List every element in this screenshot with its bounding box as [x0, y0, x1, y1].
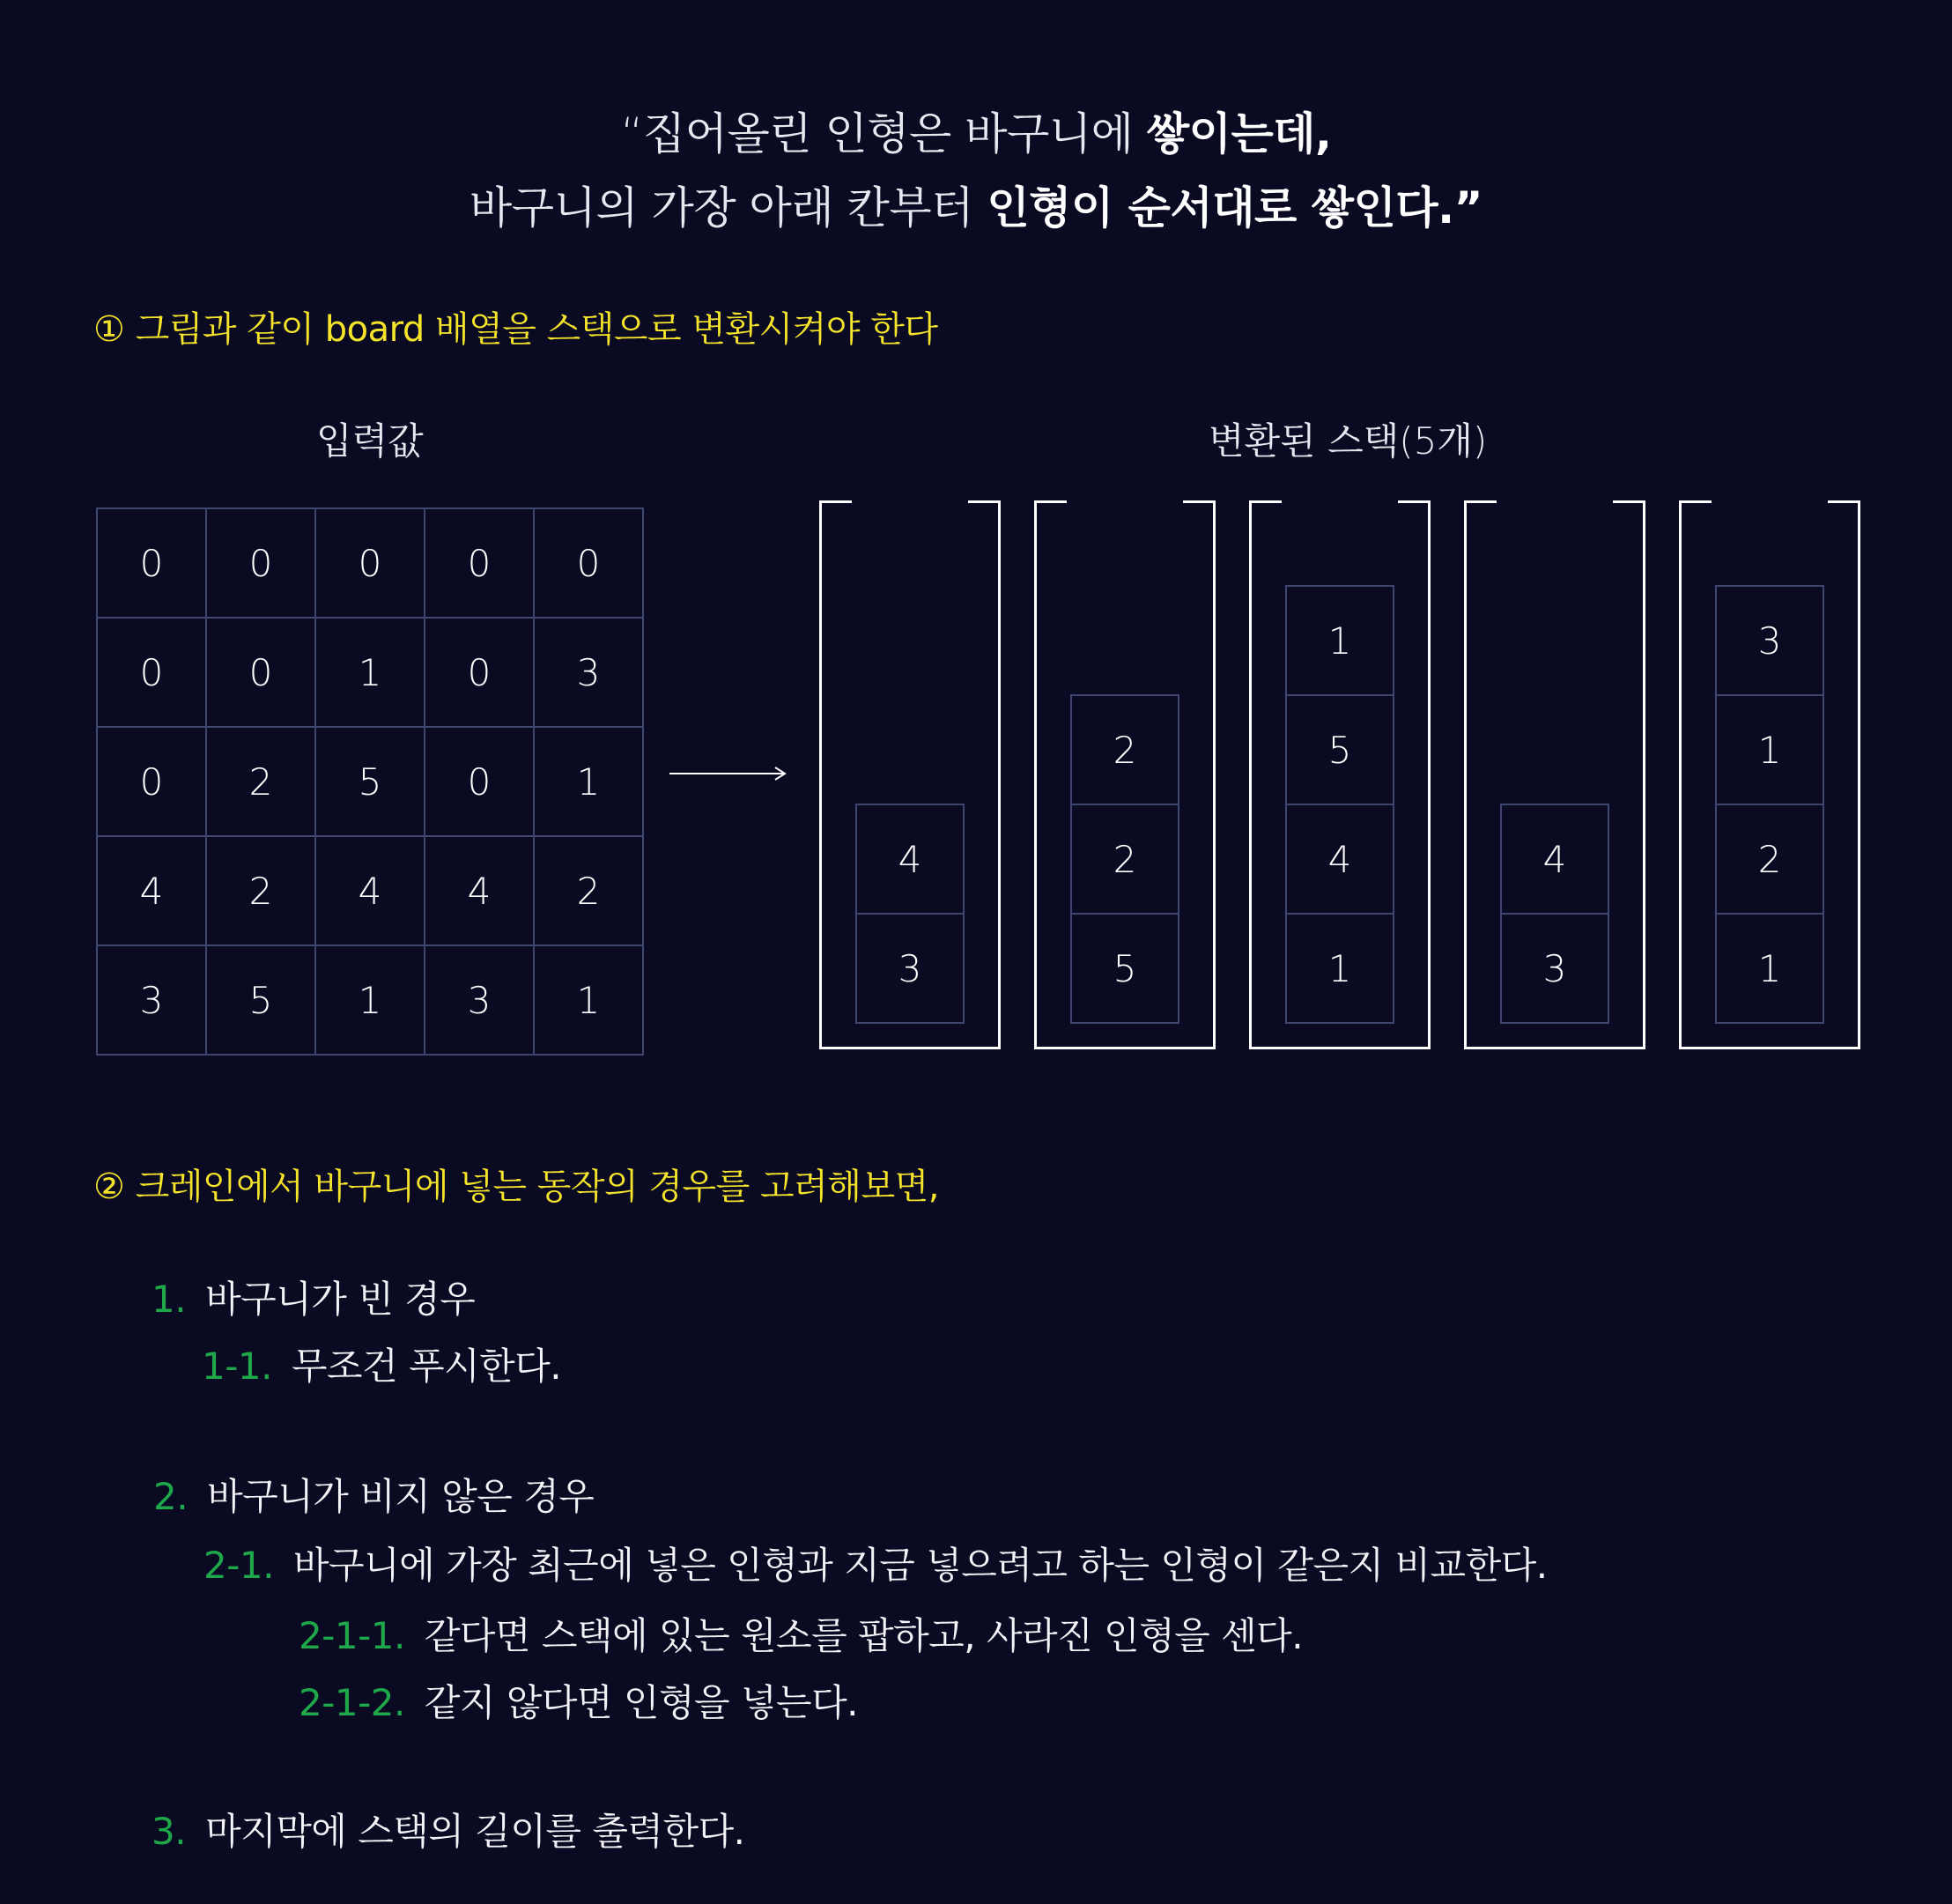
- step-number: 2-1-1.: [299, 1614, 405, 1657]
- board-cell: 2: [207, 837, 316, 946]
- stack-item: 5: [1285, 694, 1394, 805]
- stack-item: 5: [1070, 913, 1179, 1024]
- stack-item: 1: [1715, 694, 1824, 805]
- stack-rim-left: [1682, 500, 1712, 503]
- stack-item: 1: [1715, 913, 1824, 1024]
- board-cell: 4: [316, 837, 425, 946]
- stack-item: 3: [855, 913, 965, 1024]
- stack-3: [1249, 500, 1431, 1049]
- stack-item: 2: [1715, 804, 1824, 915]
- note-board-to-stack: ① 그림과 같이 board 배열을 스택으로 변환시켜야 한다: [93, 309, 938, 350]
- stack-rim-right: [1613, 500, 1643, 503]
- step-text: 마지막에 스택의 길이를 출력한다.: [205, 1810, 745, 1853]
- board-cell: 0: [98, 728, 207, 837]
- quote-line-2-text: 바구니의 가장 아래 칸부터: [469, 182, 987, 233]
- step-2-1-1: [299, 1607, 1303, 1660]
- board-cell: 0: [207, 509, 316, 619]
- step-number: 2.: [153, 1475, 189, 1518]
- stack-items: [855, 805, 965, 1024]
- board-cell: 0: [98, 619, 207, 728]
- board-cell: 0: [98, 509, 207, 619]
- quote-line-2-bold: 인형이 순서대로 쌓인다.”: [987, 182, 1483, 233]
- stack-item: 4: [1500, 804, 1609, 915]
- board-cell: 4: [425, 837, 535, 946]
- step-text: 같다면 스택에 있는 원소를 팝하고, 사라진 인형을 센다.: [424, 1614, 1304, 1657]
- stack-rim-right: [968, 500, 998, 503]
- stack-item: 1: [1285, 913, 1394, 1024]
- board-cell: 3: [425, 946, 535, 1056]
- board-cell: 1: [535, 728, 644, 837]
- stack-item: 3: [1500, 913, 1609, 1024]
- step-text: 바구니가 빈 경우: [205, 1278, 476, 1321]
- right-arrow-icon: [669, 765, 787, 782]
- board-cell: 0: [207, 619, 316, 728]
- quote-line-1-bold: 쌓이는데,: [1146, 108, 1332, 159]
- step-2-1-2: [299, 1674, 858, 1727]
- stack-rim-left: [1252, 500, 1282, 503]
- step-text: 무조건 푸시한다.: [291, 1345, 562, 1388]
- board-cell: 1: [535, 946, 644, 1056]
- board-cell: 2: [207, 728, 316, 837]
- quote-line-1: [0, 99, 1952, 162]
- board-cell: 0: [425, 509, 535, 619]
- step-3: [152, 1803, 745, 1856]
- stack-item: 4: [1285, 804, 1394, 915]
- stack-item: 2: [1070, 694, 1179, 805]
- stack-items: [1715, 587, 1824, 1024]
- stack-title: 변환된 스택(5개): [1209, 419, 1488, 463]
- stack-items: [1070, 696, 1179, 1024]
- board-cell: 1: [316, 619, 425, 728]
- stack-item: 2: [1070, 804, 1179, 915]
- board-cell: 4: [98, 837, 207, 946]
- input-title: 입력값: [316, 419, 424, 463]
- step-2-1: [203, 1537, 1548, 1589]
- stack-rim-right: [1828, 500, 1858, 503]
- note-crane-cases: ② 크레인에서 바구니에 넣는 동작의 경우를 고려해보면,: [93, 1167, 939, 1207]
- board-cell: 0: [535, 509, 644, 619]
- board-cell: 5: [207, 946, 316, 1056]
- stack-2: [1034, 500, 1216, 1049]
- stack-item: 3: [1715, 585, 1824, 696]
- stack-items: [1500, 805, 1609, 1024]
- board-cell: 5: [316, 728, 425, 837]
- step-text: 바구니에 가장 최근에 넣은 인형과 지금 넣으려고 하는 인형이 같은지 비교한다.: [292, 1544, 1548, 1587]
- stack-item: 4: [855, 804, 965, 915]
- board-cell: 2: [535, 837, 644, 946]
- board-cell: 0: [316, 509, 425, 619]
- step-1-1: [202, 1337, 561, 1390]
- step-1: [152, 1271, 475, 1323]
- stack-5: [1679, 500, 1860, 1049]
- stack-rim-right: [1183, 500, 1213, 503]
- stack-items: [1285, 587, 1394, 1024]
- stack-item: 1: [1285, 585, 1394, 696]
- board-cell: 3: [535, 619, 644, 728]
- step-number: 2-1.: [203, 1544, 274, 1587]
- stack-1: [819, 500, 1001, 1049]
- step-2: [153, 1468, 594, 1521]
- stack-rim-right: [1398, 500, 1428, 503]
- stack-rim-left: [1037, 500, 1067, 503]
- step-number: 1-1.: [202, 1345, 272, 1388]
- board-cell: 3: [98, 946, 207, 1056]
- stack-4: [1464, 500, 1645, 1049]
- stack-rim-left: [822, 500, 852, 503]
- board-cell: 0: [425, 619, 535, 728]
- step-number: 1.: [152, 1278, 187, 1321]
- quote-line-2: [0, 173, 1952, 236]
- step-number: 3.: [152, 1810, 187, 1853]
- quote-line-1-text: “집어올린 인형은 바구니에: [620, 108, 1147, 159]
- step-text: 같지 않다면 인형을 넣는다.: [424, 1681, 859, 1724]
- board-cell: 1: [316, 946, 425, 1056]
- stack-rim-left: [1467, 500, 1497, 503]
- board-cell: 0: [425, 728, 535, 837]
- board-grid: [96, 507, 644, 1056]
- step-text: 바구니가 비지 않은 경우: [207, 1475, 595, 1518]
- step-number: 2-1-2.: [299, 1681, 405, 1724]
